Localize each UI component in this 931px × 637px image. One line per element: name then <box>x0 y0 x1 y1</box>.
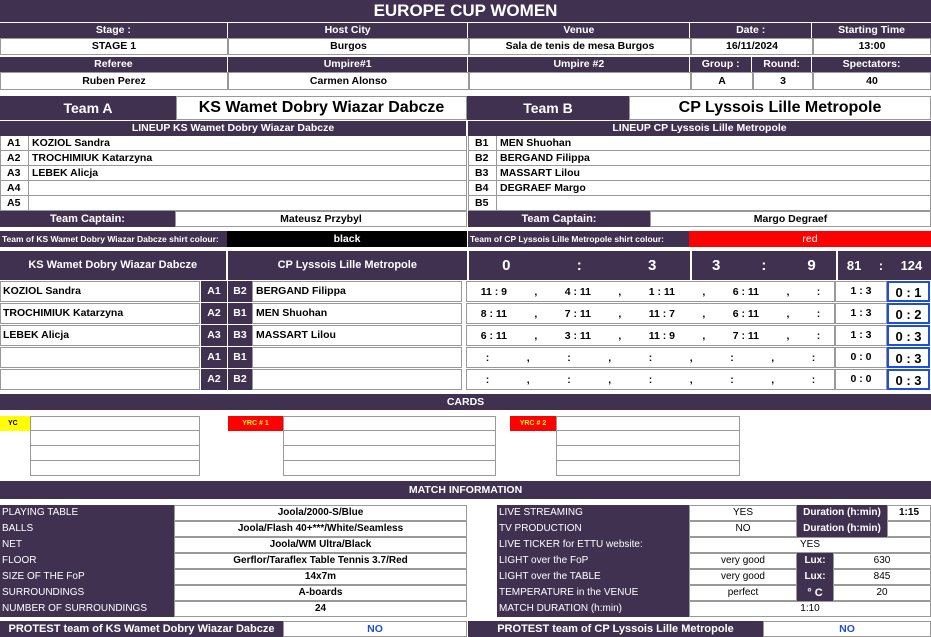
shirt-row <box>0 231 931 247</box>
running-score: 0 : 3 <box>887 347 930 368</box>
group-label: Group : <box>690 57 751 72</box>
info-row <box>497 505 931 521</box>
lineup-code: B5 <box>469 196 497 210</box>
info-value-row-1 <box>0 38 931 55</box>
code-a: A1 <box>201 347 227 368</box>
game-score: 6 : 11 <box>480 329 507 342</box>
lineup-b-row <box>468 181 931 196</box>
lineup-a-row <box>0 136 467 151</box>
info-extra-label: Lux: <box>797 553 833 569</box>
lineup-b-list <box>468 136 931 211</box>
card-field[interactable] <box>283 416 496 431</box>
info-label: FLOOR <box>0 553 174 569</box>
lineup-a-list <box>0 136 467 211</box>
set-score: 0 : 0 <box>835 347 887 368</box>
lineup-code: B1 <box>469 136 497 150</box>
games-sep: : <box>761 257 767 274</box>
umpire1-value: Carmen Alonso <box>228 72 469 90</box>
venue-value: Sala de tenis de mesa Burgos <box>469 38 691 55</box>
card-field[interactable] <box>30 416 200 431</box>
matches-score <box>469 251 690 280</box>
set-score: 0 : 0 <box>835 369 887 390</box>
info-label: BALLS <box>0 521 174 537</box>
info-extra-label: Duration (h:min) <box>797 505 887 521</box>
info-row <box>0 537 467 553</box>
player-a: TROCHIMIUK Katarzyna <box>0 303 200 324</box>
info-extra-value: 1:15 <box>887 505 931 521</box>
lineup-code: B2 <box>469 151 497 165</box>
info-header-row-1 <box>0 23 931 38</box>
date-label: Date : <box>690 23 811 38</box>
shirt-b-colour: red <box>689 231 931 247</box>
games-a: 3 <box>712 257 721 274</box>
teams-row <box>0 96 931 120</box>
game-score: 1 : 11 <box>648 285 676 298</box>
time-value: 13:00 <box>813 38 931 55</box>
points-b: 124 <box>900 258 923 273</box>
code-b: B2 <box>228 369 252 390</box>
player-b: MASSART Lilou <box>252 325 462 346</box>
lineup-player <box>29 181 32 195</box>
info-label: TV PRODUCTION <box>497 521 689 537</box>
match-info-title: MATCH INFORMATION <box>0 481 931 499</box>
info-extra-value <box>887 521 931 537</box>
info-extra-value: 630 <box>833 553 931 569</box>
card-row <box>0 416 200 431</box>
protest-a-label: PROTEST team of KS Wamet Dobry Wiazar Dabcze <box>0 621 283 637</box>
game-score: : <box>816 329 821 342</box>
info-value: Joola/Flash 40+***/White/Seamless <box>174 521 467 537</box>
table-row <box>0 303 931 324</box>
info-row <box>0 553 467 569</box>
results-table <box>0 281 931 391</box>
info-label: NET <box>0 537 174 553</box>
game-score: 8 : 11 <box>480 307 507 320</box>
referee-value: Ruben Perez <box>0 72 228 90</box>
matches-a: 0 <box>502 257 511 274</box>
card-field[interactable] <box>30 431 200 446</box>
game-score: 7 : 11 <box>564 307 591 320</box>
info-extra-label: ° C <box>797 585 833 601</box>
info-extra-value: 845 <box>833 569 931 585</box>
lineup-player <box>497 196 500 210</box>
info-value: 1:10 <box>689 601 931 617</box>
info-row <box>0 601 467 617</box>
set-score: 1 : 3 <box>835 281 887 302</box>
shirt-a-colour: black <box>227 231 467 247</box>
referee-label: Referee <box>0 57 227 72</box>
player-a <box>0 347 200 368</box>
game-score: : <box>730 373 734 386</box>
info-row <box>497 585 931 601</box>
match-info-right <box>497 505 931 617</box>
lineup-player: BERGAND Filippa <box>500 152 590 164</box>
info-value: NO <box>689 521 797 537</box>
protest-b-label: PROTEST team of CP Lyssois Lille Metropole <box>468 621 763 637</box>
info-value: very good <box>689 569 797 585</box>
host-value: Burgos <box>228 38 469 55</box>
yc-label: YC <box>0 416 30 431</box>
yrc2-card-block <box>510 416 740 476</box>
captain-a-label: Team Captain: <box>0 211 175 227</box>
page-title: EUROPE CUP WOMEN <box>0 0 931 22</box>
card-field[interactable] <box>556 416 740 431</box>
lineup-code: A4 <box>1 181 29 195</box>
info-value-row-2 <box>0 72 931 90</box>
team-b-name: CP Lyssois Lille Metropole <box>629 96 931 120</box>
lineup-b-row <box>468 166 931 181</box>
umpire2-value <box>469 72 691 90</box>
yrc1-label: YRC # 1 <box>228 416 283 431</box>
info-value: Gerflor/Taraflex Table Tennis 3.7/Red <box>174 553 467 569</box>
lineup-code: B3 <box>469 166 497 180</box>
info-row <box>0 505 467 521</box>
info-value: perfect <box>689 585 797 601</box>
lineup-b-row <box>468 136 931 151</box>
code-b: B1 <box>228 303 252 324</box>
player-b: BERGAND Filippa <box>252 281 462 302</box>
info-value: 24 <box>174 601 467 617</box>
games-cell: 8 : 11 , 7 : 11 , 11 : 7 , 6 : 11 , : <box>466 303 835 324</box>
team-a-name: KS Wamet Dobry Wiazar Dabcze <box>176 96 467 120</box>
set-score: 1 : 3 <box>835 303 887 324</box>
host-label: Host City <box>228 23 468 38</box>
lineup-code: A1 <box>1 136 29 150</box>
info-row <box>497 521 931 537</box>
group-value: A <box>691 72 753 90</box>
code-b: B3 <box>228 325 252 346</box>
info-value: Joola/2000-S/Blue <box>174 505 467 521</box>
game-score: 3 : 11 <box>564 329 591 342</box>
info-label: LIGHT over the FoP <box>497 553 689 569</box>
code-a: A1 <box>201 281 227 302</box>
games-cell: : , : , : , : , : <box>466 369 835 390</box>
lineup-b-title: LINEUP CP Lyssois Lille Metropole <box>468 121 931 136</box>
player-a <box>0 369 200 390</box>
code-a: A2 <box>201 369 227 390</box>
info-label: LIVE STREAMING <box>497 505 689 521</box>
lineup-player: LEBEK Alicja <box>32 167 99 179</box>
round-value: 3 <box>753 72 813 90</box>
date-value: 16/11/2024 <box>691 38 813 55</box>
umpire2-label: Umpire #2 <box>468 57 689 72</box>
info-row <box>0 585 467 601</box>
shirt-b-label: Team of CP Lyssois Lille Metropole shirt colour: <box>468 231 689 247</box>
card-field[interactable] <box>283 431 496 446</box>
game-score: 11 : 9 <box>648 329 676 342</box>
running-score: 0 : 3 <box>887 325 930 346</box>
captain-b-label: Team Captain: <box>468 211 650 227</box>
game-score: : <box>811 373 816 386</box>
umpire1-label: Umpire#1 <box>228 57 468 72</box>
shirt-a-label: Team of KS Wamet Dobry Wiazar Dabcze shirt colour: <box>0 231 227 247</box>
info-row <box>497 537 931 553</box>
game-score: : <box>485 373 490 386</box>
game-score: : <box>816 285 821 298</box>
code-b: B2 <box>228 281 252 302</box>
lineup-code: B4 <box>469 181 497 195</box>
running-score: 0 : 1 <box>887 281 930 302</box>
lineup-code: A3 <box>1 166 29 180</box>
games-score <box>692 251 837 280</box>
game-score: 11 : 7 <box>648 307 676 320</box>
info-label: TEMPERATURE in the VENUE <box>497 585 689 601</box>
lineup-a-row <box>0 196 467 211</box>
game-score: : <box>816 307 821 320</box>
stage-label: Stage : <box>0 23 227 38</box>
table-row <box>0 369 931 390</box>
lineup-a-row <box>0 151 467 166</box>
card-field[interactable] <box>556 446 740 461</box>
venue-label: Venue <box>468 23 689 38</box>
cards-title: CARDS <box>0 394 931 410</box>
games-cell: 11 : 9 , 4 : 11 , 1 : 11 , 6 : 11 , : <box>466 281 835 302</box>
info-label: NUMBER OF SURROUNDINGS <box>0 601 174 617</box>
info-label: PLAYING TABLE <box>0 505 174 521</box>
lineup-a-title: LINEUP KS Wamet Dobry Wiazar Dabcze <box>0 121 466 136</box>
games-cell: : , : , : , : , : <box>466 347 835 368</box>
game-score: : <box>811 351 816 364</box>
time-label: Starting Time <box>812 23 931 38</box>
info-value: Joola/WM Ultra/Black <box>174 537 467 553</box>
player-a: LEBEK Alicja <box>0 325 200 346</box>
captain-a-name: Mateusz Przybyl <box>175 211 467 227</box>
info-header-row-2 <box>0 57 931 72</box>
yc-card-block <box>0 416 200 476</box>
code-a: A3 <box>201 325 227 346</box>
card-field[interactable] <box>283 461 496 476</box>
lineup-a-row <box>0 181 467 196</box>
points-a: 81 <box>846 258 862 273</box>
lineup-player: MEN Shuohan <box>500 137 572 149</box>
player-a: KOZIOL Sandra <box>0 281 200 302</box>
matches-b: 3 <box>648 257 657 274</box>
table-row <box>0 281 931 302</box>
game-score: : <box>648 373 653 386</box>
games-b: 9 <box>807 257 816 274</box>
points-score <box>838 251 931 280</box>
card-field[interactable] <box>30 461 200 476</box>
result-header-row <box>0 251 931 280</box>
game-score: 4 : 11 <box>564 285 591 298</box>
card-field[interactable] <box>30 446 200 461</box>
stage-value: STAGE 1 <box>0 38 228 55</box>
game-score: 6 : 11 <box>732 285 760 298</box>
lineup-a-row <box>0 166 467 181</box>
lineup-player <box>29 196 32 210</box>
yrc1-card-block <box>228 416 496 476</box>
info-row <box>497 569 931 585</box>
lineup-player: KOZIOL Sandra <box>32 137 110 149</box>
lineup-code: A5 <box>1 196 29 210</box>
result-team-a: KS Wamet Dobry Wiazar Dabcze <box>0 251 226 280</box>
card-field[interactable] <box>556 431 740 446</box>
protest-row <box>0 621 931 637</box>
info-extra-value: 20 <box>833 585 931 601</box>
running-score: 0 : 2 <box>887 303 930 324</box>
match-info-left <box>0 505 467 617</box>
matches-sep: : <box>576 257 582 274</box>
info-row <box>497 553 931 569</box>
game-score: 6 : 11 <box>732 307 760 320</box>
lineup-player: MASSART Lilou <box>500 167 580 179</box>
lineup-code: A2 <box>1 151 29 165</box>
info-label: MATCH DURATION (h:min) <box>497 601 689 617</box>
lineup-player: TROCHIMIUK Katarzyna <box>32 152 153 164</box>
game-score: : <box>567 373 571 386</box>
round-label: Round: <box>752 57 811 72</box>
spectators-label: Spectators: <box>812 57 931 72</box>
set-score: 1 : 3 <box>835 325 887 346</box>
captain-b-name: Margo Degraef <box>650 211 931 227</box>
player-b <box>252 347 462 368</box>
game-score: : <box>567 351 571 364</box>
info-row <box>0 569 467 585</box>
info-label: SURROUNDINGS <box>0 585 174 601</box>
lineup-b-row <box>468 151 931 166</box>
info-value: YES <box>689 505 797 521</box>
game-score: : <box>648 351 653 364</box>
result-team-b: CP Lyssois Lille Metropole <box>228 251 467 280</box>
code-a: A2 <box>201 303 227 324</box>
game-score: 7 : 11 <box>732 329 760 342</box>
info-value: very good <box>689 553 797 569</box>
card-field[interactable] <box>283 446 496 461</box>
captains-row <box>0 211 931 227</box>
info-row <box>497 601 931 617</box>
info-value: YES <box>689 537 931 553</box>
info-extra-label: Lux: <box>797 569 833 585</box>
games-cell: 6 : 11 , 3 : 11 , 11 : 9 , 7 : 11 , : <box>466 325 835 346</box>
running-score: 0 : 3 <box>887 369 930 390</box>
info-row <box>0 521 467 537</box>
spectators-value: 40 <box>813 72 931 90</box>
protest-b-value: NO <box>763 621 931 637</box>
table-row <box>0 325 931 346</box>
player-b <box>252 369 462 390</box>
lineup-b-row <box>468 196 931 211</box>
info-label: LIGHT over the TABLE <box>497 569 689 585</box>
points-sep: : <box>878 258 884 273</box>
info-value: A-boards <box>174 585 467 601</box>
info-label: LIVE TICKER for ETTU website: <box>497 537 689 553</box>
code-b: B1 <box>228 347 252 368</box>
game-score: : <box>730 351 734 364</box>
team-a-label: Team A <box>0 96 176 120</box>
yrc2-label: YRC # 2 <box>510 416 556 431</box>
player-b: MEN Shuohan <box>252 303 462 324</box>
card-field[interactable] <box>556 461 740 476</box>
game-score: 11 : 9 <box>480 285 507 298</box>
info-value: 14x7m <box>174 569 467 585</box>
info-label: SIZE OF THE FoP <box>0 569 174 585</box>
protest-a-value: NO <box>283 621 467 637</box>
game-score: : <box>485 351 490 364</box>
table-row <box>0 347 931 368</box>
team-b-label: Team B <box>467 96 629 120</box>
lineup-player: DEGRAEF Margo <box>500 182 586 194</box>
info-extra-label: Duration (h:min) <box>797 521 887 537</box>
